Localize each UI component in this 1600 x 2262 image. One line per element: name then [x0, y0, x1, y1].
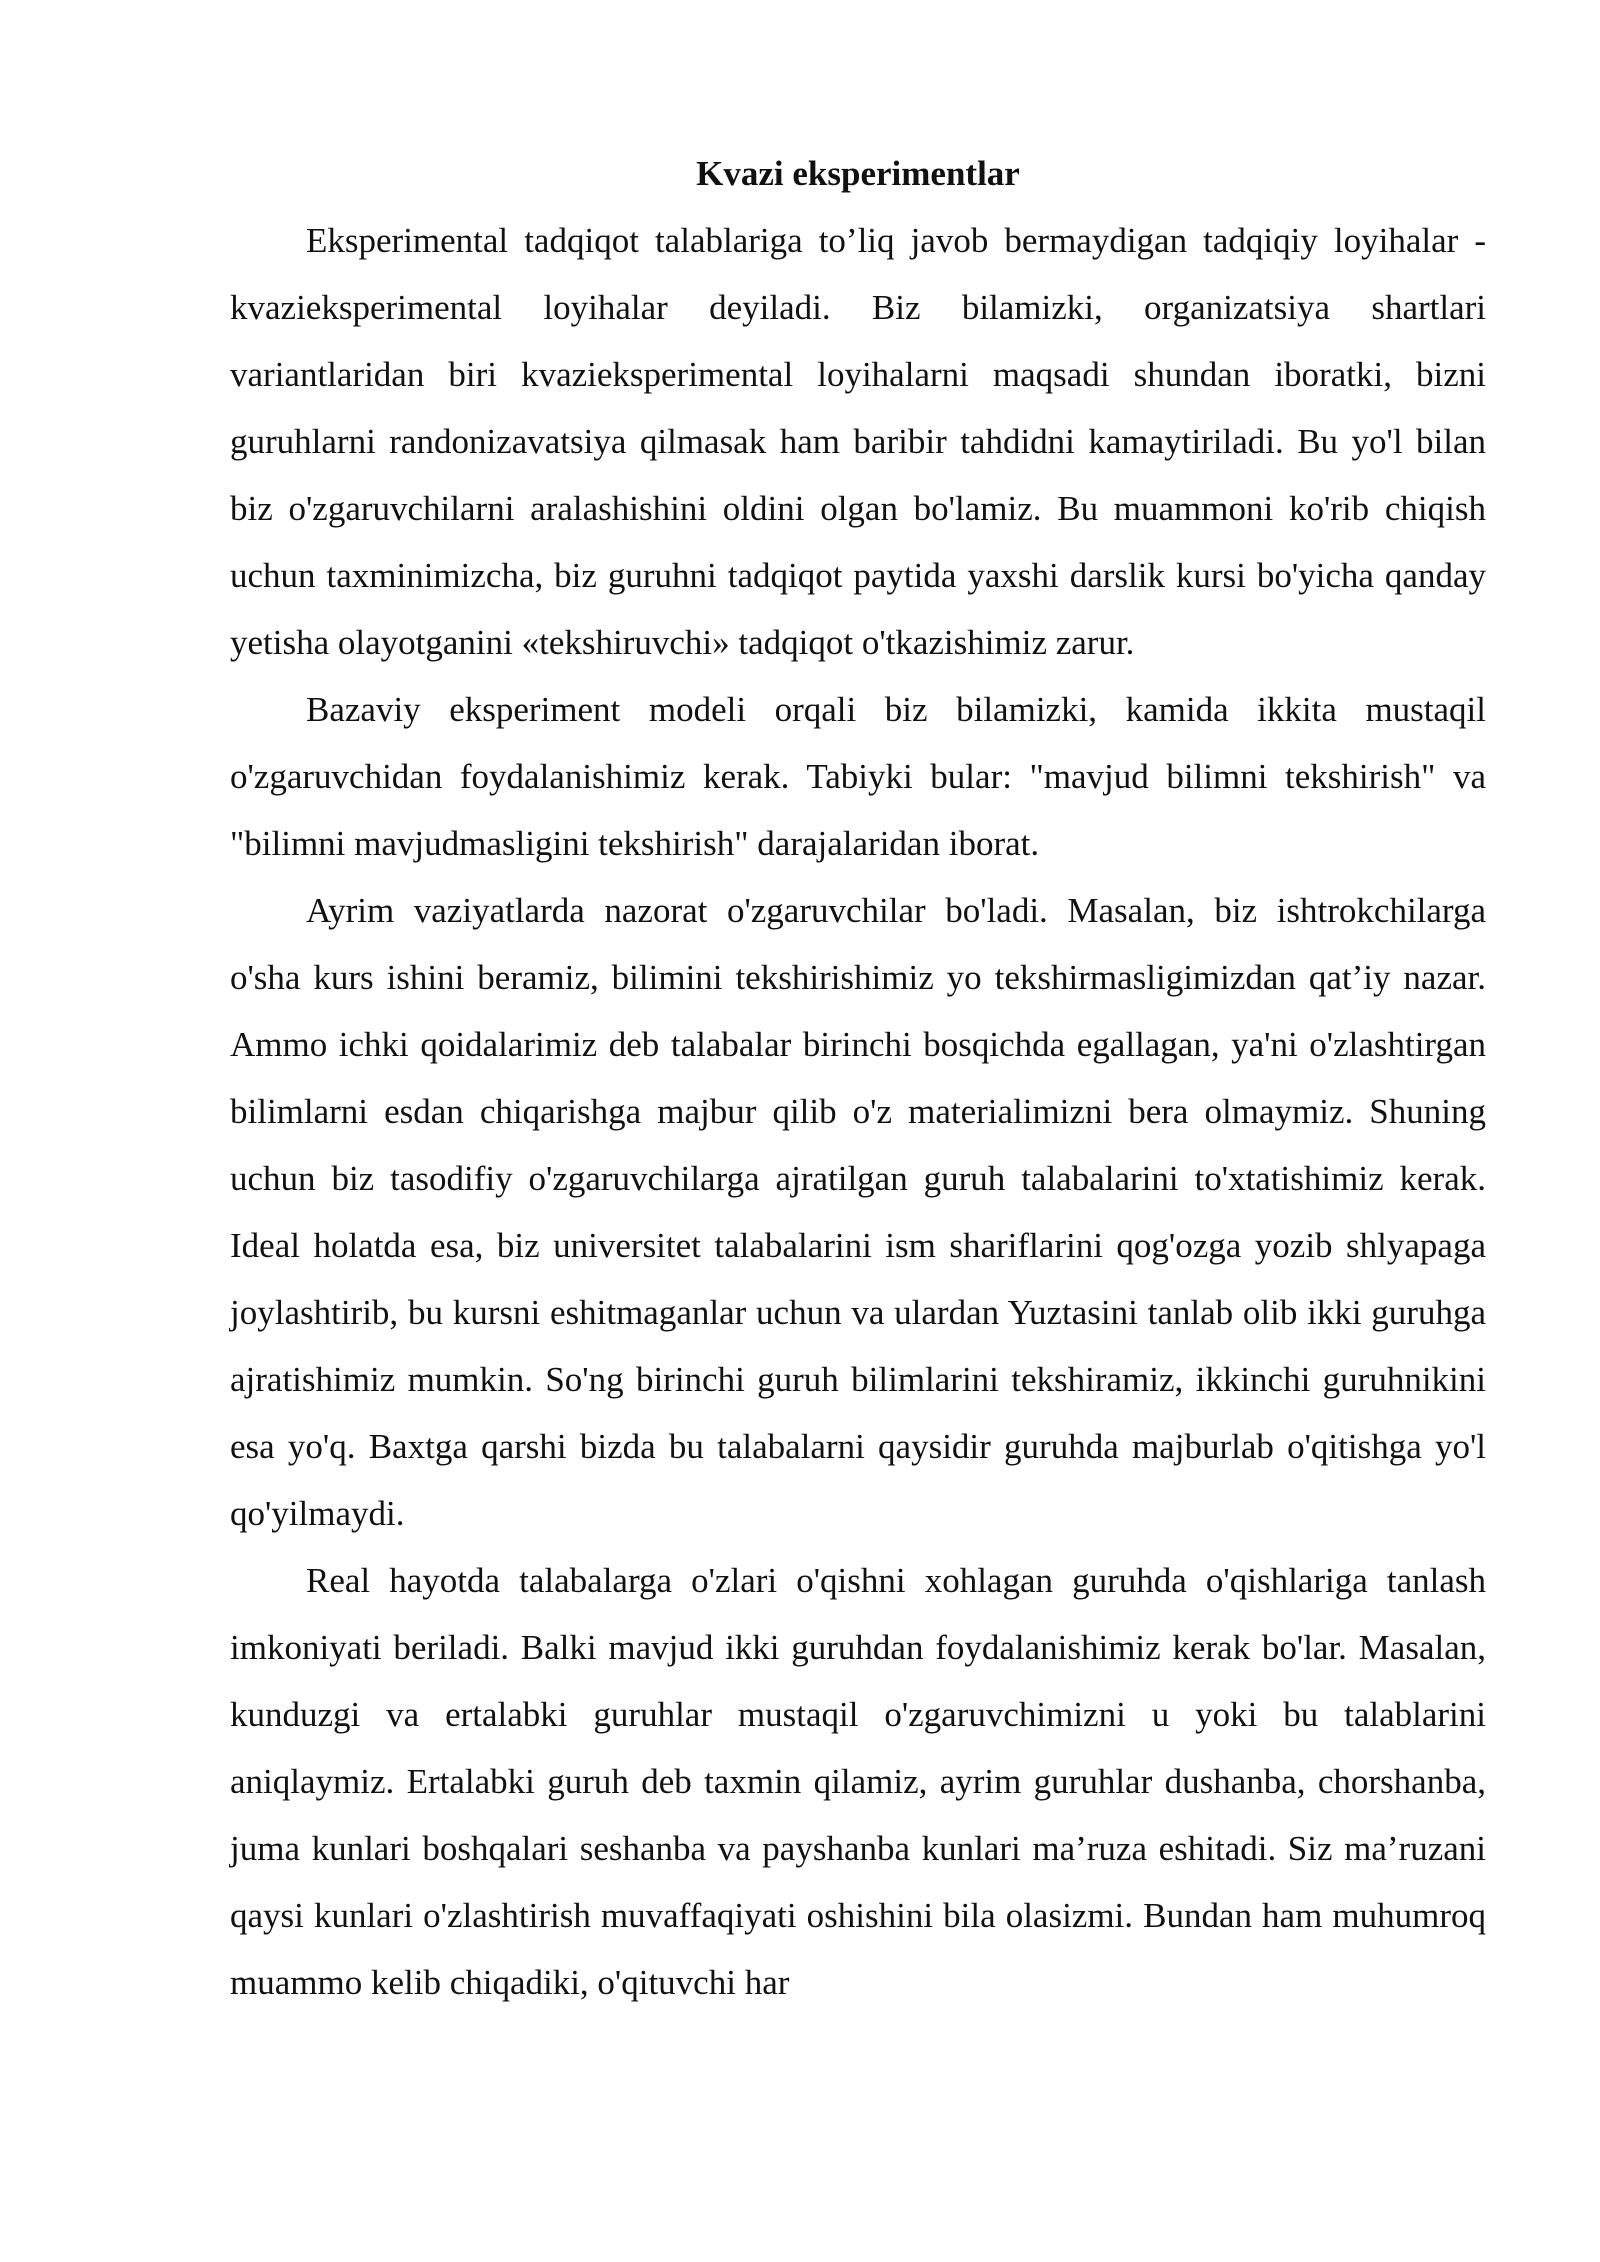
- document-title: Kvazi eksperimentlar: [696, 154, 1020, 193]
- paragraph-basic-model: Bazaviy eksperiment modeli orqali biz bilamizki, kamida ikkita mustaqil o'zgaruvchidan foydalanishimiz kerak. Tabiyki bular: "mavjud bilimni tekshirish" va "bilimni mavjudmasligini tekshirish" darajalaridan iborat.: [230, 690, 1486, 863]
- document-page: [230, 140, 1486, 2016]
- paragraph-real-life: Real hayotda talabalarga o'zlari o'qishni xohlagan guruhda o'qishlariga tanlash imkoniyati beriladi. Balki mavjud ikki guruhdan foydalanishimiz kerak bo'lar. Masalan, kunduzgi va ertalabki guruhlar mustaqil o'zgaruvchimizni u yoki bu talablarini aniqlaymiz. Ertalabki guruh deb taxmin qilamiz, ayrim guruhlar dushanba, chorshanba, juma kunlari boshqalari seshanba va payshanba kunlari ma’ruza eshitadi. Siz ma’ruzani qaysi kunlari o'zlashtirish muvaffaqiyati oshishini bila olasizmi. Bundan ham muhumroq muammo kelib chiqadiki, o'qituvchi har: [230, 1561, 1486, 2002]
- paragraph-control-variables: Ayrim vaziyatlarda nazorat o'zgaruvchilar bo'ladi. Masalan, biz ishtrokchilarga o'sha kurs ishini beramiz, bilimini tekshirishimiz yo tekshirmasligimizdan qat’iy nazar. Ammo ichki qoidalarimiz deb talabalar birinchi bosqichda egallagan, ya'ni o'zlashtirgan bilimlarni esdan chiqarishga majbur qilib o'z materialimizni bera olmaymiz. Shuning uchun biz tasodifiy o'zgaruvchilarga ajratilgan guruh talabalarini to'xtatishimiz kerak. Ideal holatda esa, biz universitet talabalarini ism shariflarini qog'ozga yozib shlyapaga joylashtirib, bu kursni eshitmaganlar uchun va ulardan Yuztasini tanlab olib ikki guruhga ajratishimiz mumkin. So'ng birinchi guruh bilimlarini tekshiramiz, ikkinchi guruhnikini esa yo'q. Baxtga qarshi bizda bu talabalarni qaysidir guruhda majburlab o'qitishga yo'l qo'yilmaydi.: [230, 891, 1486, 1533]
- paragraph-intro: Eksperimental tadqiqot talablariga to’liq javob bermaydigan tadqiqiy loyihalar - kvazieksperimental loyihalar deyiladi. Biz bilamizki, organizatsiya shartlari variantlaridan biri kvazieksperimental loyihalarni maqsadi shundan iboratki, bizni guruhlarni randonizavatsiya qilmasak ham baribir tahdidni kamaytiriladi. Bu yo'l bilan biz o'zgaruvchilarni aralashishini oldini olgan bo'lamiz. Bu muammoni ko'rib chiqish uchun taxminimizcha, biz guruhni tadqiqot paytida yaxshi darslik kursi bo'yicha qanday yetisha olayotganini «tekshiruvchi» tadqiqot o'tkazishimiz zarur.: [230, 221, 1486, 662]
